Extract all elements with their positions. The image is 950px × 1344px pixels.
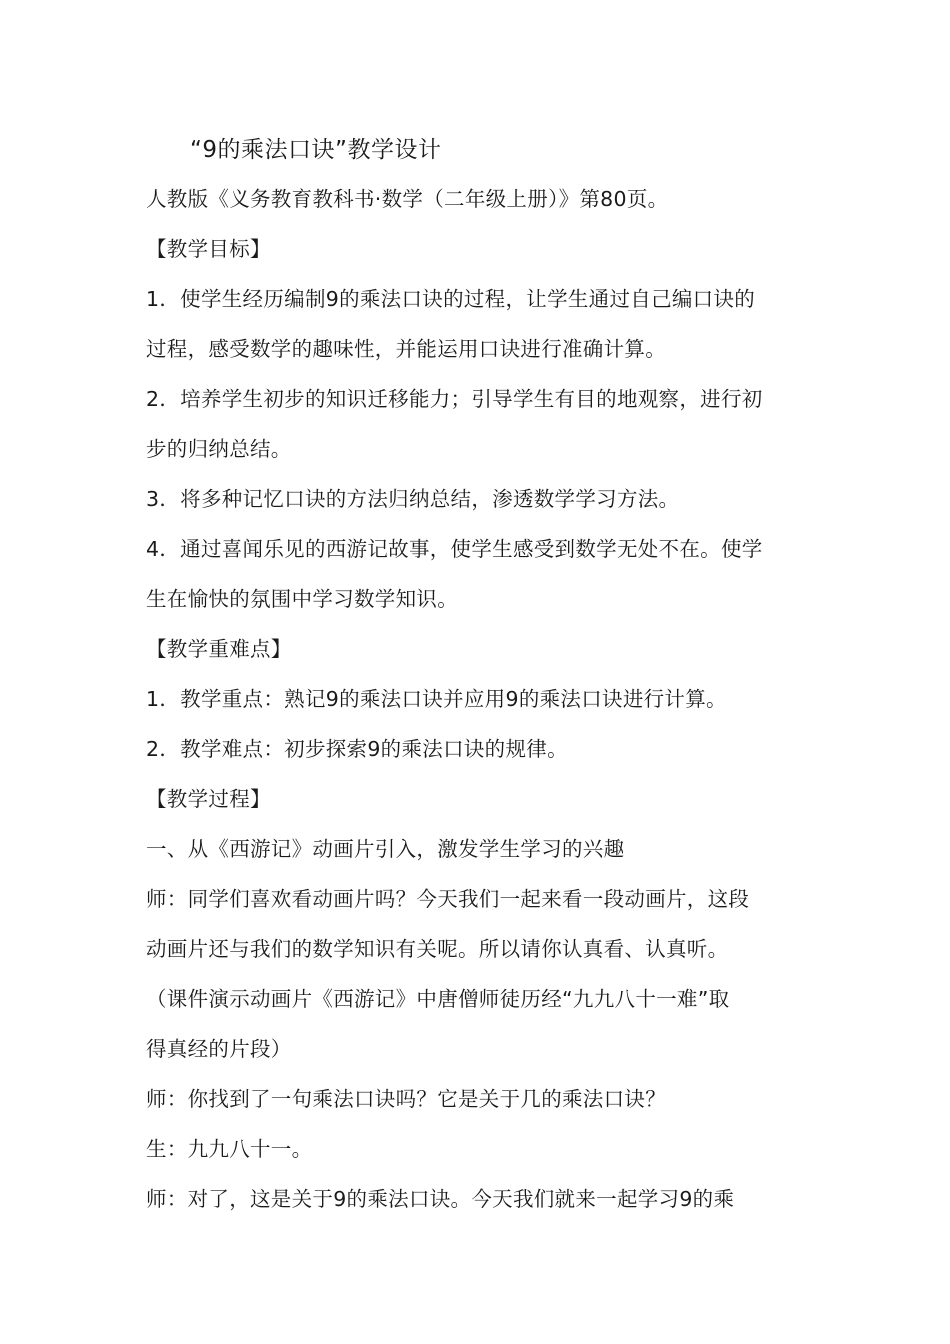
text-line: 得真经的片段）: [146, 1037, 292, 1061]
text-line: 步的归纳总结。: [146, 437, 292, 461]
section-heading-objectives: 【教学目标】: [146, 237, 271, 261]
section-heading-process: 【教学过程】: [146, 787, 271, 811]
text-line: 过程，感受数学的趣味性，并能运用口诀进行准确计算。: [146, 337, 666, 361]
text-line: 一、从《西游记》动画片引入，激发学生学习的兴趣: [146, 837, 625, 861]
text-line: 2．教学难点：初步探索9的乘法口诀的规律。: [146, 737, 568, 761]
text-line: 动画片还与我们的数学知识有关呢。所以请你认真看、认真听。: [146, 937, 729, 961]
text-line: 人教版《义务教育教科书·数学（二年级上册）》第80页。: [146, 187, 669, 211]
text-line: 4．通过喜闻乐见的西游记故事，使学生感受到数学无处不在。使学: [146, 537, 763, 561]
text-line: （课件演示动画片《西游记》中唐僧师徒历经“九九八十一难”取: [146, 987, 730, 1011]
text-line: 3．将多种记忆口诀的方法归纳总结，渗透数学学习方法。: [146, 487, 680, 511]
text-line: 1．教学重点：熟记9的乘法口诀并应用9的乘法口诀进行计算。: [146, 687, 727, 711]
text-line: 师：对了，这是关于9的乘法口诀。今天我们就来一起学习9的乘: [146, 1187, 735, 1211]
text-line: 1．使学生经历编制9的乘法口诀的过程，让学生通过自己编口诀的: [146, 287, 756, 311]
text-line: 师：同学们喜欢看动画片吗？今天我们一起来看一段动画片，这段: [146, 887, 750, 911]
section-heading-key-points: 【教学重难点】: [146, 637, 292, 661]
text-line: 师：你找到了一句乘法口诀吗？它是关于几的乘法口诀？: [146, 1087, 666, 1111]
document-title: “9的乘法口诀”教学设计: [190, 137, 442, 163]
text-line: 生在愉快的氛围中学习数学知识。: [146, 587, 458, 611]
text-line: 2．培养学生初步的知识迁移能力；引导学生有目的地观察，进行初: [146, 387, 763, 411]
text-line: 生：九九八十一。: [146, 1137, 313, 1161]
